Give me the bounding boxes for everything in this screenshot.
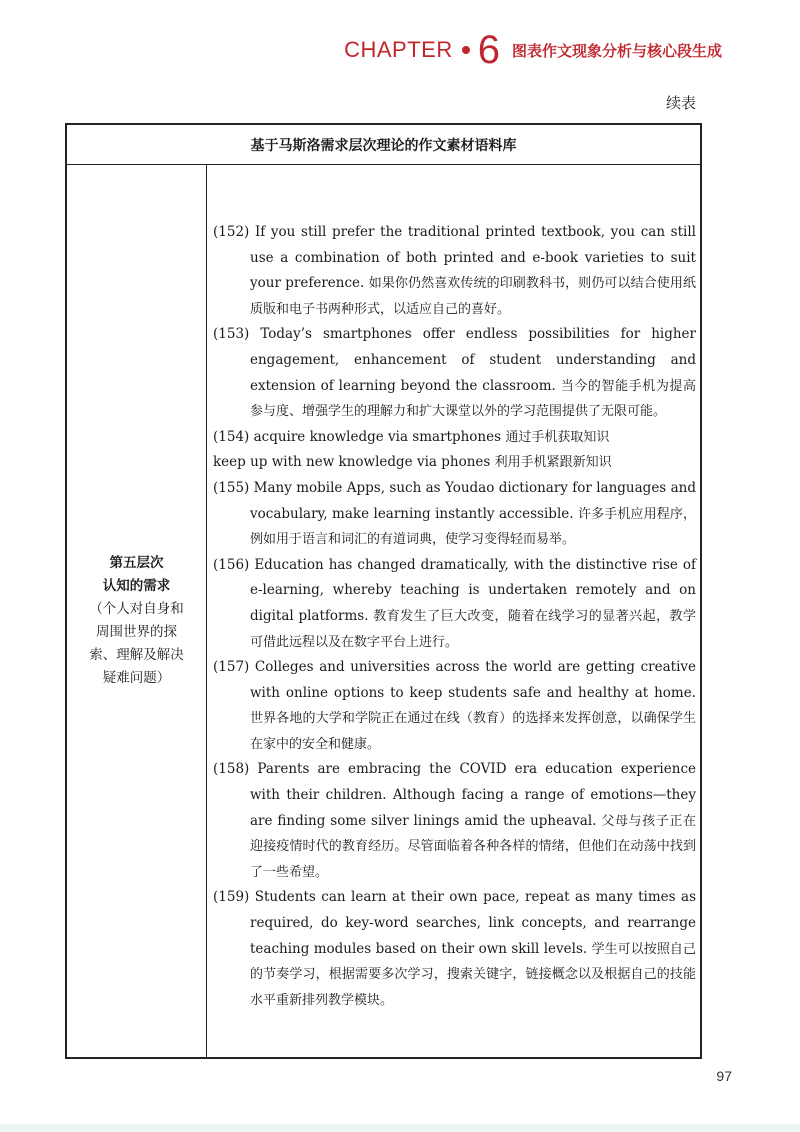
corpus-entry [213,757,696,885]
corpus-entry [213,425,696,451]
corpus-entry [213,322,696,424]
entry-chinese: 世界各地的大学和学院正在通过在线（教育）的选择来发挥创意，以确保学生在家中的安全和健康。 [250,711,696,752]
entry-english: (156) Education has changed dramatically, with the distinctive rise of e-learning, whereby teaching is undertaken remotely and on digital platforms. [213,556,696,624]
corpus-table [65,123,702,1059]
need-description-line: 索、理解及解决 [89,647,184,663]
entry-english: (153) Today’s smartphones offer endless possibilities for higher engagement, enhancement of student understanding and extension of learning beyond the classroom. [213,326,696,394]
need-description-line: 疑难问题） [102,670,171,686]
table-title: 基于马斯洛需求层次理论的作文素材语料库 [67,125,700,165]
need-name: 认知的需求 [102,578,171,594]
entry-chinese: 教育发生了巨大改变，随着在线学习的显著兴起，教学可借此远程以及在数字平台上进行。 [250,608,696,650]
page-number: 97 [716,1068,732,1084]
level-label [67,552,206,690]
corpus-entry [213,450,696,476]
corpus-entry [213,476,696,553]
entry-chinese: 当今的智能手机为提高参与度、增强学生的理解力和扩大课堂以外的学习范围提供了无限可能。 [250,378,696,420]
entry-english: (159) Students can learn at their own pace, repeat as many times as required, do key-word searches, link concepts, and rearrange teaching modules based on their own skill levels. [213,889,696,957]
entry-english: (154) acquire knowledge via smartphones [213,428,502,445]
corpus-entry [213,553,696,655]
entry-english: (158) Parents are embracing the COVID era education experience with their children. Although facing a range of emotions—they are finding some silver linings amid the upheaval. [213,761,696,829]
entry-chinese: 学生可以按照自己的节奏学习，根据需要多次学习，搜索关键字，链接概念以及根据自己的技能水平重新排列教学模块。 [250,941,696,1008]
need-description-line: 周围世界的探 [96,624,177,640]
need-description-line: （个人对自身和 [89,601,184,617]
level-name: 第五层次 [109,555,164,571]
entry-english: (157) Colleges and universities across the world are getting creative with online options to keep students safe and healthy at home. [213,659,696,701]
chapter-bullet-icon [462,46,470,54]
entry-english: (155) Many mobile Apps, such as Youdao dictionary for languages and vocabulary, make learning instantly accessible. [213,479,696,522]
entry-chinese: 通过手机获取知识 [505,429,610,445]
bottom-band [0,1124,800,1132]
level-column [67,164,207,1057]
corpus-entry [213,655,696,757]
entry-chinese: 许多手机应用程序，例如用于语言和词汇的有道词典，使学习变得轻而易举。 [250,506,696,548]
entry-chinese: 如果你仍然喜欢传统的印刷教科书，则仍可以结合使用纸质版和电子书两种形式，以适应自己的喜好。 [250,276,696,317]
corpus-entry [213,885,696,1013]
chapter-title: 图表作文现象分析与核心段生成 [511,41,722,60]
chapter-word: CHAPTER [344,37,453,62]
entry-english: (152) If you still prefer the traditional printed textbook, you can still use a combination of both printed and e-book varieties to suit your preference. [213,224,696,292]
corpus-content [213,220,696,1013]
entry-chinese: 父母与孩子正在迎接疫情时代的教育经历。尽管面临着各种各样的情绪，但他们在动荡中找到了一些希望。 [250,813,696,880]
entry-english: keep up with new knowledge via phones [213,454,491,471]
continued-label: 续表 [665,94,696,112]
chapter-number: 6 [477,28,500,72]
chapter-header [344,30,722,70]
corpus-entry [213,220,696,322]
entry-chinese: 利用手机紧跟新知识 [494,455,612,471]
